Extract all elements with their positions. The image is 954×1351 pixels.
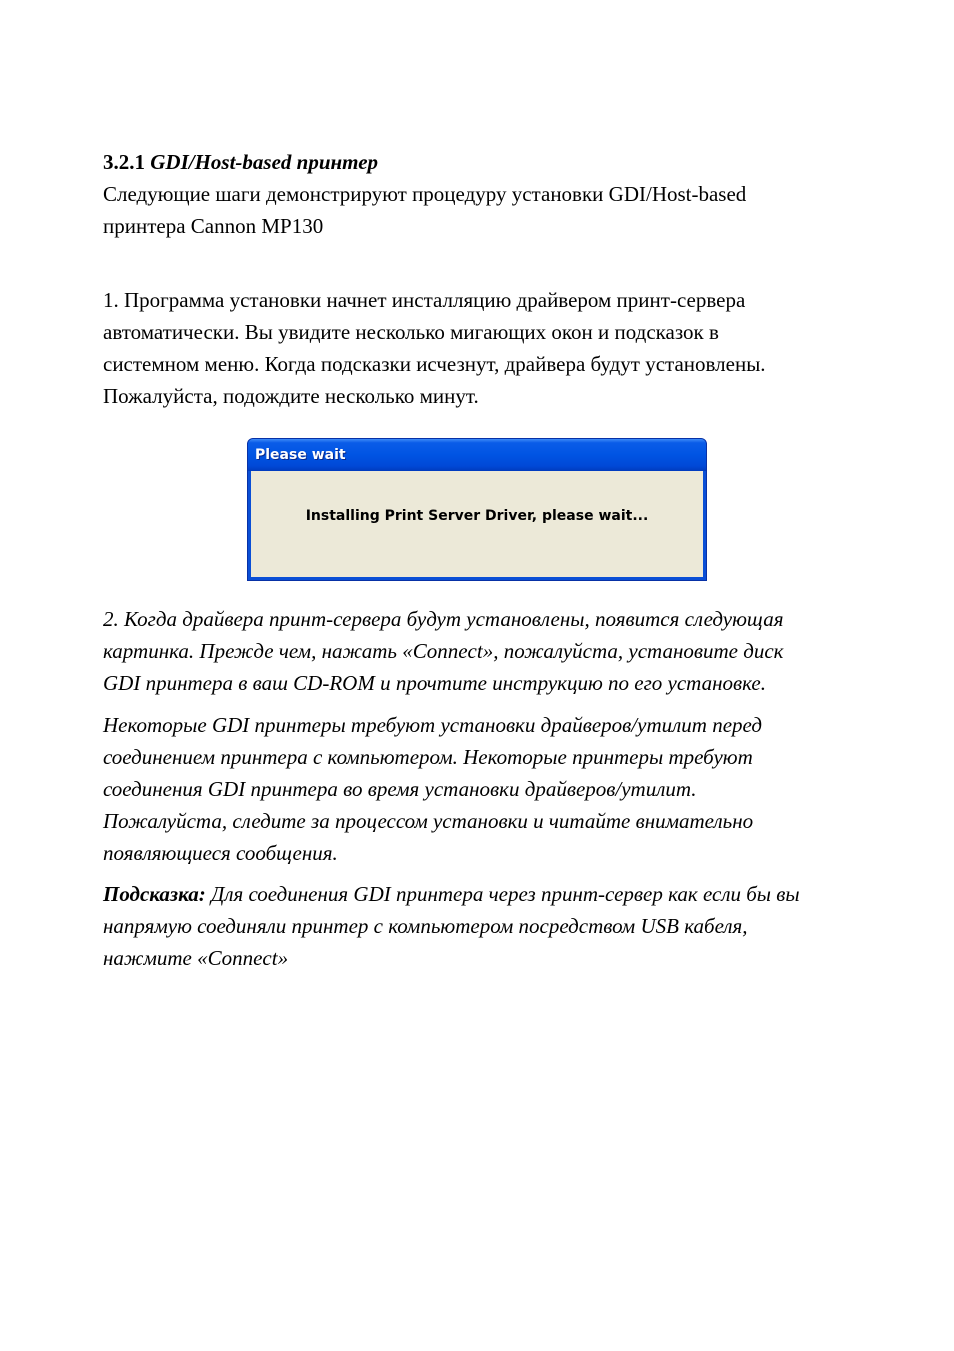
step-1-paragraph	[103, 284, 863, 412]
please-wait-dialog-screenshot	[247, 438, 707, 581]
step-1-line: системном меню. Когда подсказки исчезнут, драйвера будут установлены.	[103, 352, 766, 376]
dialog-message: Installing Print Server Driver, please wait...	[305, 508, 649, 524]
dialog-title: Please wait	[255, 447, 346, 463]
tip-line: нажмите «Connect»	[103, 946, 289, 970]
step-2-line: 2. Когда драйвера принт-сервера будут установлены, появится следующая	[103, 607, 784, 631]
section-number: 3.2.1	[103, 150, 145, 174]
step-2-line: GDI принтера в ваш CD-ROM и прочтите инструкцию по его установке.	[103, 671, 767, 695]
note-line: Некоторые GDI принтеры требуют установки драйверов/утилит перед	[103, 713, 762, 737]
tip-line: Для соединения GDI принтера через принт-сервер как если бы вы	[205, 882, 800, 906]
tip-label: Подсказка:	[103, 882, 206, 906]
note-line: соединения GDI принтера во время установки драйверов/утилит.	[103, 777, 697, 801]
step-2-line: картинка. Прежде чем, нажать «Connect», пожалуйста, установите диск	[103, 639, 784, 663]
note-line: соединением принтера с компьютером. Некоторые принтеры требуют	[103, 745, 753, 769]
step-1-line: автоматически. Вы увидите несколько мигающих окон и подсказок в	[103, 320, 719, 344]
intro-line: Следующие шаги демонстрируют процедуру установки GDI/Host-based	[103, 182, 747, 206]
dialog-titlebar	[248, 439, 706, 471]
note-paragraph	[103, 709, 863, 869]
section-title: GDI/Host-based принтер	[150, 150, 379, 174]
note-line: Пожалуйста, следите за процессом установки и читайте внимательно	[103, 809, 754, 833]
tip-paragraph	[103, 878, 863, 974]
note-line: появляющиеся сообщения.	[103, 841, 338, 865]
section-heading	[103, 146, 863, 178]
step-1-line: Пожалуйста, подождите несколько минут.	[103, 384, 479, 408]
intro-line: принтера Cannon MP130	[103, 214, 324, 238]
tip-line: напрямую соединяли принтер с компьютером посредством USB кабеля,	[103, 914, 748, 938]
dialog-body	[251, 471, 703, 577]
step-2-paragraph	[103, 603, 863, 699]
intro-paragraph	[103, 178, 863, 242]
step-1-line: 1. Программа установки начнет инсталляцию драйвером принт-сервера	[103, 288, 746, 312]
